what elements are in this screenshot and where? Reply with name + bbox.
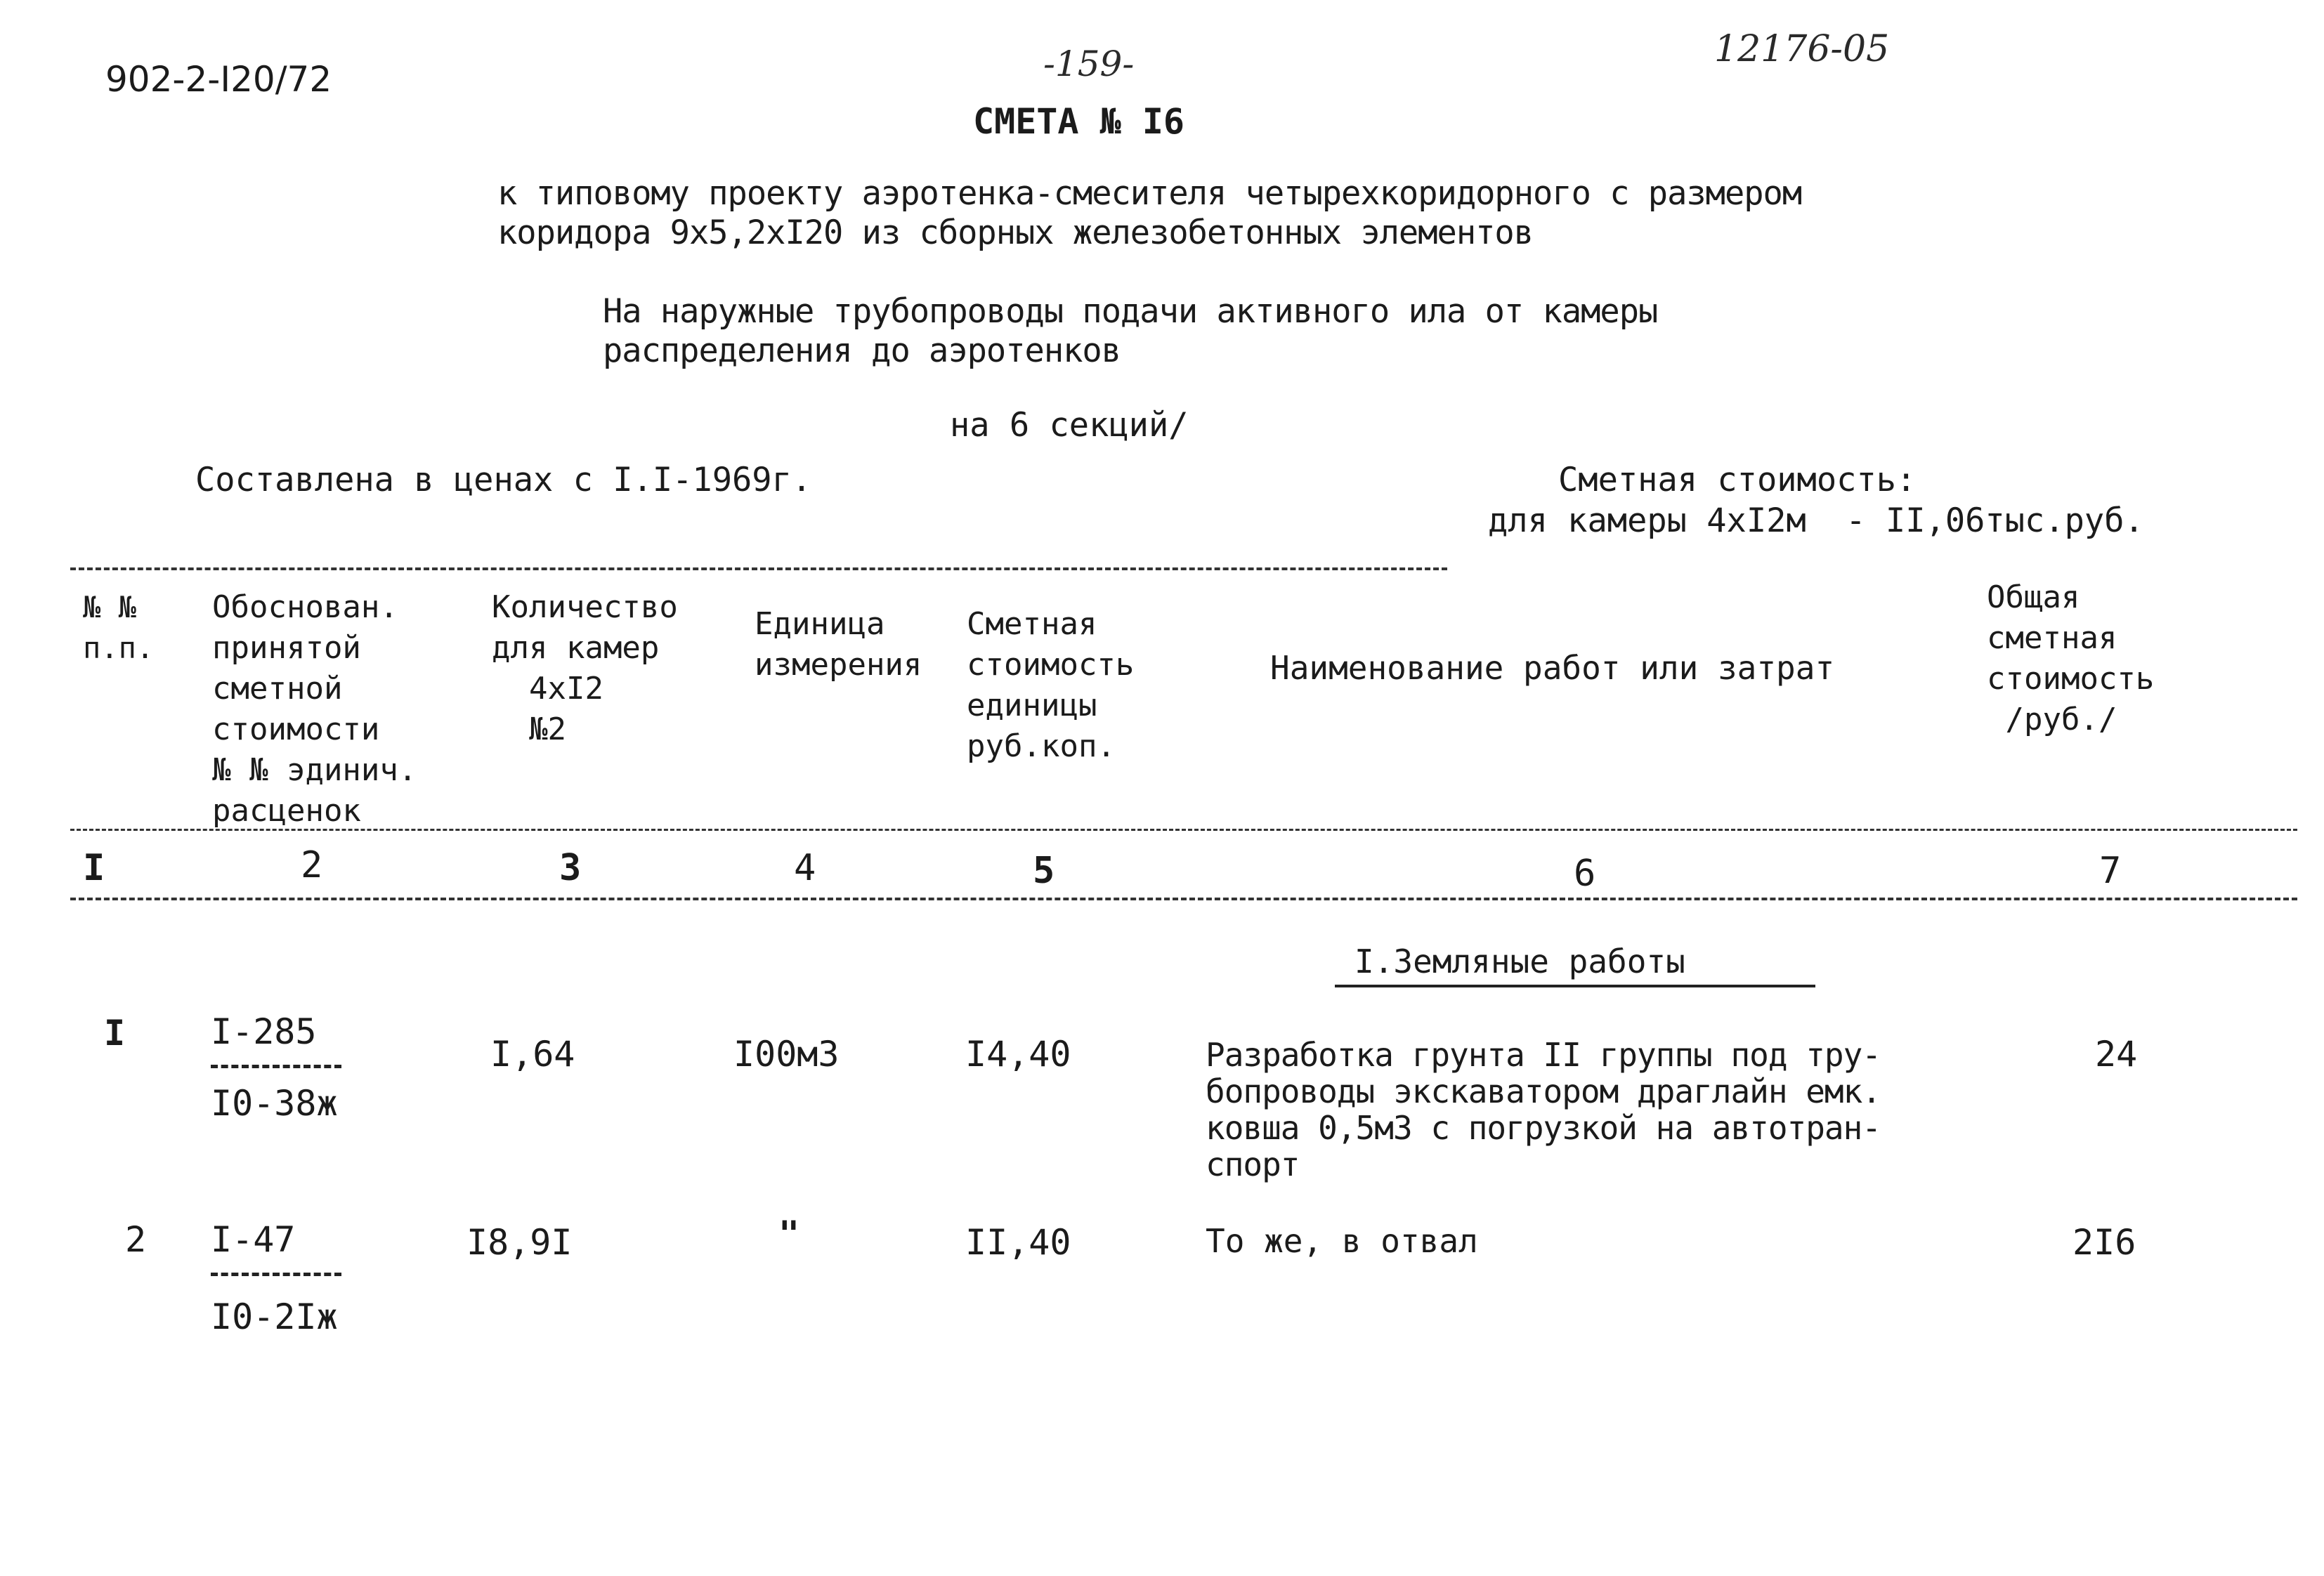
col-header-unit: Единица измерения — [755, 606, 922, 683]
row-1-quantity: I,64 — [490, 1034, 575, 1075]
row-2-description: То же, в отвал — [1206, 1222, 1478, 1260]
row-2-basis-divider — [211, 1273, 341, 1276]
page-number: -159- — [1043, 44, 1135, 84]
purpose-line-2: распределения до аэротенков — [603, 331, 1121, 370]
row-2-basis-top: I-47 — [211, 1219, 296, 1260]
estimated-cost-label: Сметная стоимость: — [1558, 461, 1917, 499]
row-1-description: Разработка грунта II группы под тру- бопроводы экскаватором драглайн емк. ковша 0,5м3 с погрузкой на автотран- спорт — [1206, 1036, 1881, 1183]
prices-basis: Составлена в ценах с I.I-1969г. — [195, 461, 812, 499]
sections-note: на 6 секций/ — [950, 406, 1189, 445]
col-header-basis: Обоснован. принятой сметной стоимости № № эдинич. расценок — [212, 589, 417, 829]
subtitle-line-1: к типовому проекту аэротенка-смесителя четырехкоридорного с размером — [497, 174, 1802, 213]
row-2-unit: " — [778, 1214, 800, 1254]
row-2-basis-bottom: I0-2Iж — [211, 1296, 338, 1337]
col-number-2: 2 — [301, 844, 323, 886]
row-2-number: 2 — [125, 1219, 147, 1260]
row-1-basis-top: I-285 — [211, 1011, 317, 1052]
col-number-1: I — [83, 847, 105, 889]
column-numbers-rule — [70, 898, 2297, 900]
col-number-3: 3 — [559, 847, 582, 889]
col-header-unit-cost: Сметная стоимость единицы руб.коп. — [967, 606, 1135, 764]
row-2-total: 2I6 — [2072, 1222, 2136, 1263]
subtitle-line-2: коридора 9х5,2хI20 из сборных железобетонных элементов — [497, 214, 1534, 252]
purpose-line-1: На наружные трубопроводы подачи активного ила от камеры — [603, 292, 1658, 331]
row-1-unit: I00м3 — [733, 1034, 840, 1075]
row-1-unit-cost: I4,40 — [965, 1034, 1071, 1075]
archive-number: 12176-05 — [1714, 28, 1890, 70]
col-header-number: № № п.п. — [83, 590, 155, 665]
row-2-quantity: I8,9I — [466, 1222, 573, 1263]
col-number-6: 6 — [1574, 853, 1596, 895]
row-2-unit-cost: II,40 — [965, 1222, 1071, 1263]
estimated-cost-value: для камеры 4хI2м - II,06тыс.руб. — [1488, 501, 2144, 540]
document-title: СМЕТА № I6 — [973, 101, 1185, 142]
table-header-rule — [70, 829, 2297, 831]
col-header-description: Наименование работ или затрат — [1270, 649, 1835, 687]
table-top-rule — [70, 567, 1447, 570]
col-number-4: 4 — [794, 847, 816, 889]
row-1-basis-divider — [211, 1065, 341, 1068]
project-code: 902-2-I20/72 — [105, 59, 332, 100]
section-title: I.Земляные работы — [1354, 943, 1685, 980]
row-1-total: 24 — [2095, 1034, 2138, 1075]
col-header-quantity: Количество для камер 4хI2 №2 — [492, 589, 678, 747]
row-1-number: I — [104, 1013, 126, 1053]
row-1-basis-bottom: I0-38ж — [211, 1083, 338, 1124]
col-number-5: 5 — [1033, 850, 1055, 892]
section-title-underline — [1335, 985, 1815, 987]
col-header-total: Общая сметная стоимость /руб./ — [1987, 579, 2155, 737]
col-number-7: 7 — [2099, 850, 2122, 892]
